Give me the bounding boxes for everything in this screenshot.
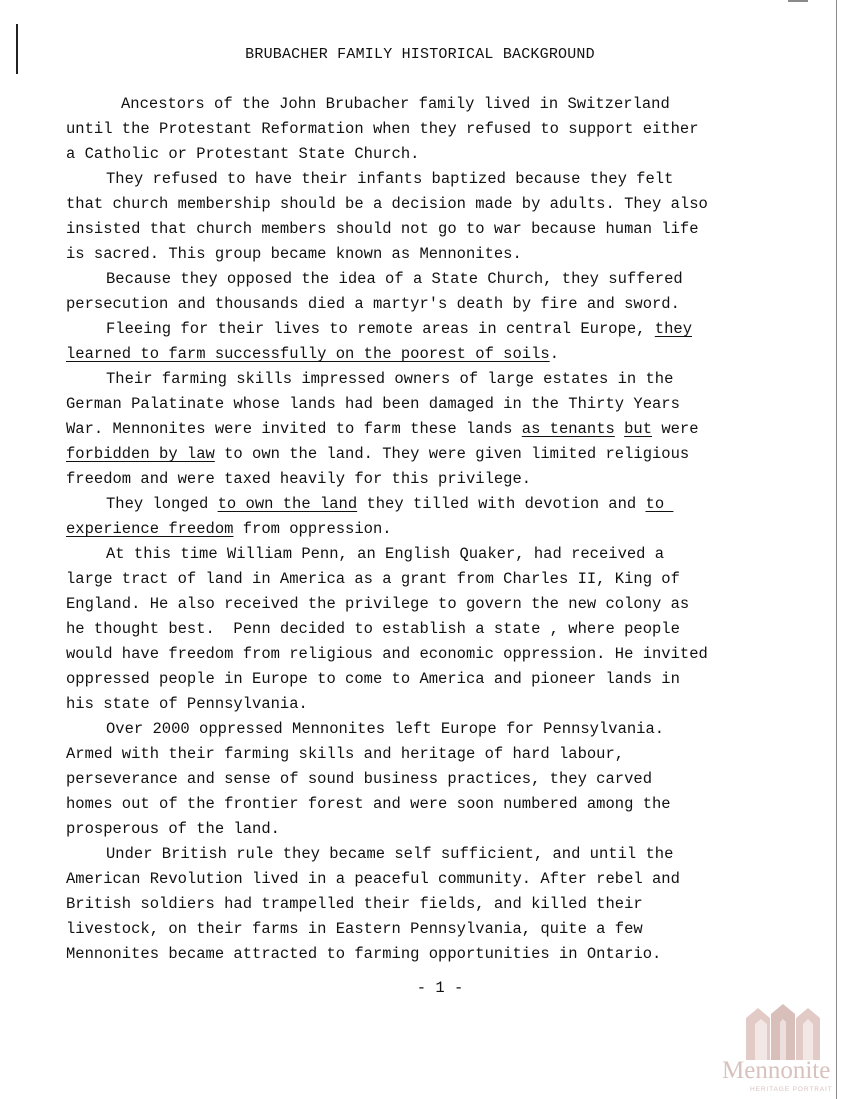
text-run: They longed bbox=[106, 495, 218, 513]
underlined-text: experience freedom bbox=[66, 520, 234, 538]
text-run: . bbox=[549, 345, 559, 363]
text-line: At this time William Penn, an English Quaker, had received a bbox=[106, 545, 665, 563]
text-line: England. He also received the privilege to govern the new colony as bbox=[66, 595, 690, 613]
text-line: livestock, on their farms in Eastern Pennsylvania, quite a few bbox=[66, 920, 643, 938]
text-run: were bbox=[652, 420, 699, 438]
text-line bbox=[106, 319, 692, 339]
text-line: German Palatinate whose lands had been damaged in the Thirty Years bbox=[66, 395, 680, 413]
page-number: - 1 - bbox=[416, 979, 464, 997]
text-line: Over 2000 oppressed Mennonites left Europe for Pennsylvania. bbox=[106, 720, 665, 738]
underlined-text: but bbox=[624, 420, 653, 438]
text-line: Mennonites became attracted to farming opportunities in Ontario. bbox=[66, 945, 662, 963]
text-run: War. Mennonites were invited to farm these lands bbox=[66, 420, 522, 438]
text-line: a Catholic or Protestant State Church. bbox=[66, 145, 420, 163]
page-edge-line bbox=[836, 0, 837, 1099]
text-run: from oppression. bbox=[233, 520, 392, 538]
text-line: Armed with their farming skills and heritage of hard labour, bbox=[66, 745, 625, 763]
text-run: Fleeing for their lives to remote areas in central Europe, bbox=[106, 320, 655, 338]
mennonite-heritage-logo-icon bbox=[746, 1004, 820, 1060]
scan-mark bbox=[788, 0, 808, 2]
text-line: prosperous of the land. bbox=[66, 820, 280, 838]
text-line bbox=[66, 344, 559, 364]
watermark-name: Mennonite bbox=[722, 1057, 831, 1084]
text-line: American Revolution lived in a peaceful community. After rebel and bbox=[66, 870, 680, 888]
underlined-text: they bbox=[654, 320, 693, 338]
document-title: BRUBACHER FAMILY HISTORICAL BACKGROUND bbox=[245, 46, 595, 63]
text-line: would have freedom from religious and economic oppression. He invited bbox=[66, 645, 708, 663]
text-line bbox=[66, 444, 689, 464]
text-line: he thought best. Penn decided to establish a state , where people bbox=[66, 620, 680, 638]
text-line: that church membership should be a decision made by adults. They also bbox=[66, 195, 708, 213]
text-line: They refused to have their infants baptized because they felt bbox=[106, 170, 674, 188]
underlined-text: forbidden by law bbox=[66, 445, 215, 463]
text-line bbox=[66, 419, 699, 439]
text-line bbox=[106, 494, 673, 514]
text-line: Because they opposed the idea of a State Church, they suffered bbox=[106, 270, 683, 288]
text-line: Their farming skills impressed owners of large estates in the bbox=[106, 370, 674, 388]
text-line: Ancestors of the John Brubacher family lived in Switzerland bbox=[121, 95, 670, 113]
underlined-text: to own the land bbox=[217, 495, 358, 513]
text-line: large tract of land in America as a grant from Charles II, King of bbox=[66, 570, 680, 588]
text-line: his state of Pennsylvania. bbox=[66, 695, 308, 713]
text-line: insisted that church members should not go to war because human life bbox=[66, 220, 699, 238]
text-line bbox=[66, 519, 392, 539]
underlined-text: to bbox=[645, 495, 674, 513]
text-run: to own the land. They were given limited religious bbox=[214, 445, 690, 463]
text-run: they tilled with devotion and bbox=[357, 495, 646, 513]
watermark-subtitle: HERITAGE PORTRAIT bbox=[750, 1086, 833, 1093]
watermark bbox=[722, 1000, 840, 1099]
text-run bbox=[615, 420, 624, 438]
text-line: freedom and were taxed heavily for this privilege. bbox=[66, 470, 532, 488]
text-line: persecution and thousands died a martyr's death by fire and sword. bbox=[66, 295, 680, 313]
text-line: oppressed people in Europe to come to America and pioneer lands in bbox=[66, 670, 680, 688]
underlined-text: as tenants bbox=[521, 420, 615, 438]
underlined-text: learned to farm successfully on the poorest of soils bbox=[66, 345, 550, 363]
text-line: homes out of the frontier forest and were soon numbered among the bbox=[66, 795, 671, 813]
text-line: British soldiers had trampelled their fields, and killed their bbox=[66, 895, 643, 913]
text-line: until the Protestant Reformation when they refused to support either bbox=[66, 120, 699, 138]
text-line: perseverance and sense of sound business practices, they carved bbox=[66, 770, 652, 788]
text-line: is sacred. This group became known as Mennonites. bbox=[66, 245, 522, 263]
text-line: Under British rule they became self sufficient, and until the bbox=[106, 845, 674, 863]
